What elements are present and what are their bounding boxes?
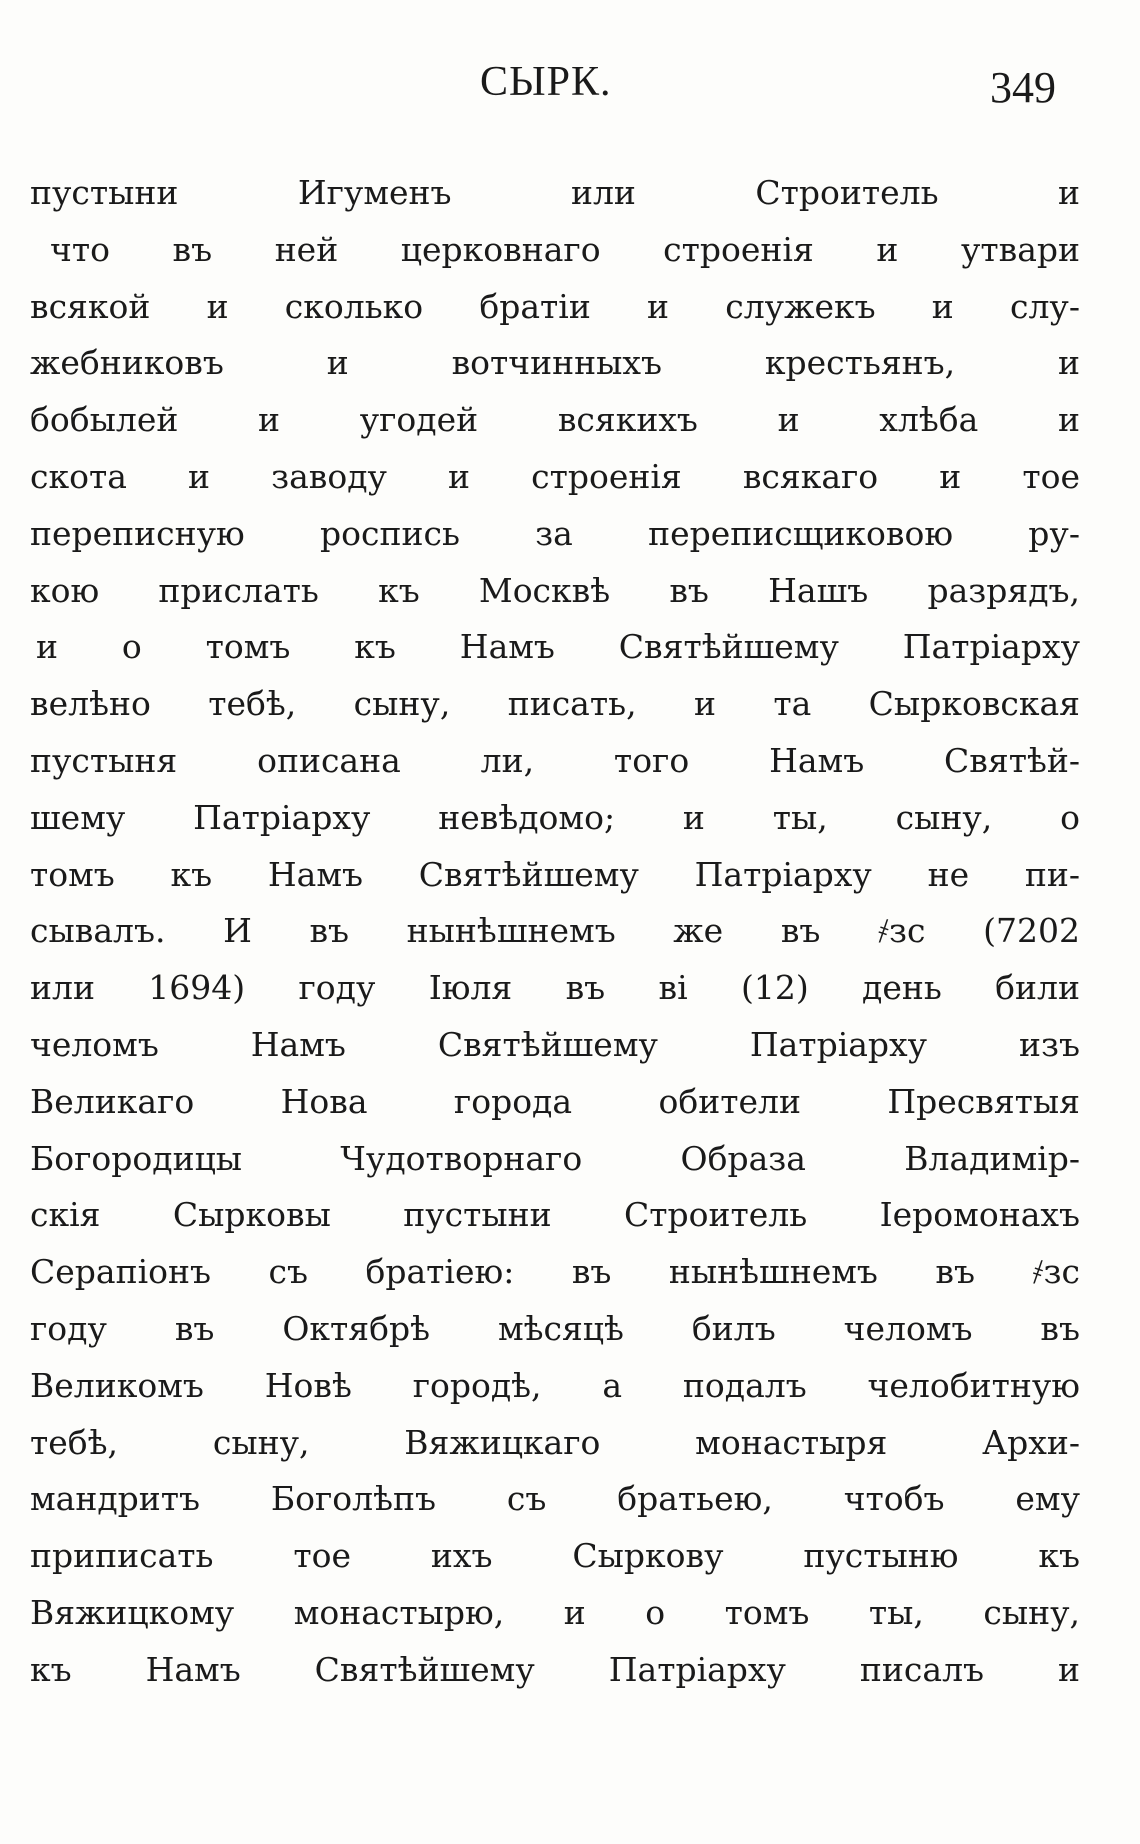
text-line: и о томъ къ Намъ Святѣйшему Патріарху [36, 627, 1080, 667]
running-title: СЫРК. [480, 59, 612, 105]
text-line: томъ къ Намъ Святѣйшему Патріарху не пи- [30, 854, 1080, 894]
text-line: пустыня описана ли, того Намъ Святѣй- [30, 740, 1080, 780]
text-line: Великомъ Новѣ городѣ, а подалъ челобитную [30, 1365, 1080, 1405]
text-line: Вяжицкому монастырю, и о томъ ты, сыну, [30, 1592, 1080, 1632]
text-line: мандритъ Боголѣпъ съ братьею, чтобъ ему [30, 1479, 1080, 1519]
text-line: тебѣ, сыну, Вяжицкаго монастыря Архи- [30, 1422, 1080, 1462]
text-line: что въ ней церковнаго строенія и утвари [50, 229, 1080, 269]
text-line: или 1694) году Іюля въ ві (12) день били [30, 968, 1080, 1008]
text-line: кою прислать къ Москвѣ въ Нашъ разрядъ, [30, 570, 1080, 610]
text-line: Богородицы Чудотворнаго Образа Владимір- [30, 1138, 1080, 1178]
text-line: Великаго Нова города обители Пресвятыя [30, 1081, 1080, 1121]
text-line: челомъ Намъ Святѣйшему Патріарху изъ [30, 1024, 1080, 1064]
text-line: шему Патріарху невѣдомо; и ты, сыну, о [30, 797, 1080, 837]
text-line: приписать тое ихъ Сыркову пустыню къ [30, 1536, 1080, 1576]
text-line: скія Сырковы пустыни Строитель Іеромонахъ [30, 1195, 1080, 1235]
page-number: 349 [990, 63, 1056, 112]
text-line: бобылей и угодей всякихъ и хлѣба и [30, 400, 1080, 440]
text-line: велѣно тебѣ, сыну, писать, и та Сырковская [30, 684, 1080, 724]
text-line: пустыни Игуменъ или Строитель и [30, 173, 1080, 212]
body-text [30, 165, 1080, 1699]
text-line: переписную роспись за переписщиковою ру- [30, 513, 1080, 553]
text-line: всякой и сколько братіи и служекъ и слу- [30, 286, 1080, 326]
text-line: Серапіонъ съ братіею: въ нынѣшнемъ въ ҂зс [30, 1252, 1080, 1292]
text-line: жебниковъ и вотчинныхъ крестьянъ, и [30, 343, 1080, 383]
text-line: скота и заводу и строенія всякаго и тое [30, 456, 1080, 496]
text-line: къ Намъ Святѣйшему Патріарху писалъ и [30, 1649, 1080, 1689]
text-line: сывалъ. И въ нынѣшнемъ же въ ҂зс (7202 [30, 911, 1080, 951]
text-line: году въ Октябрѣ мѣсяцѣ билъ челомъ въ [30, 1308, 1080, 1348]
page-header [0, 58, 1140, 118]
